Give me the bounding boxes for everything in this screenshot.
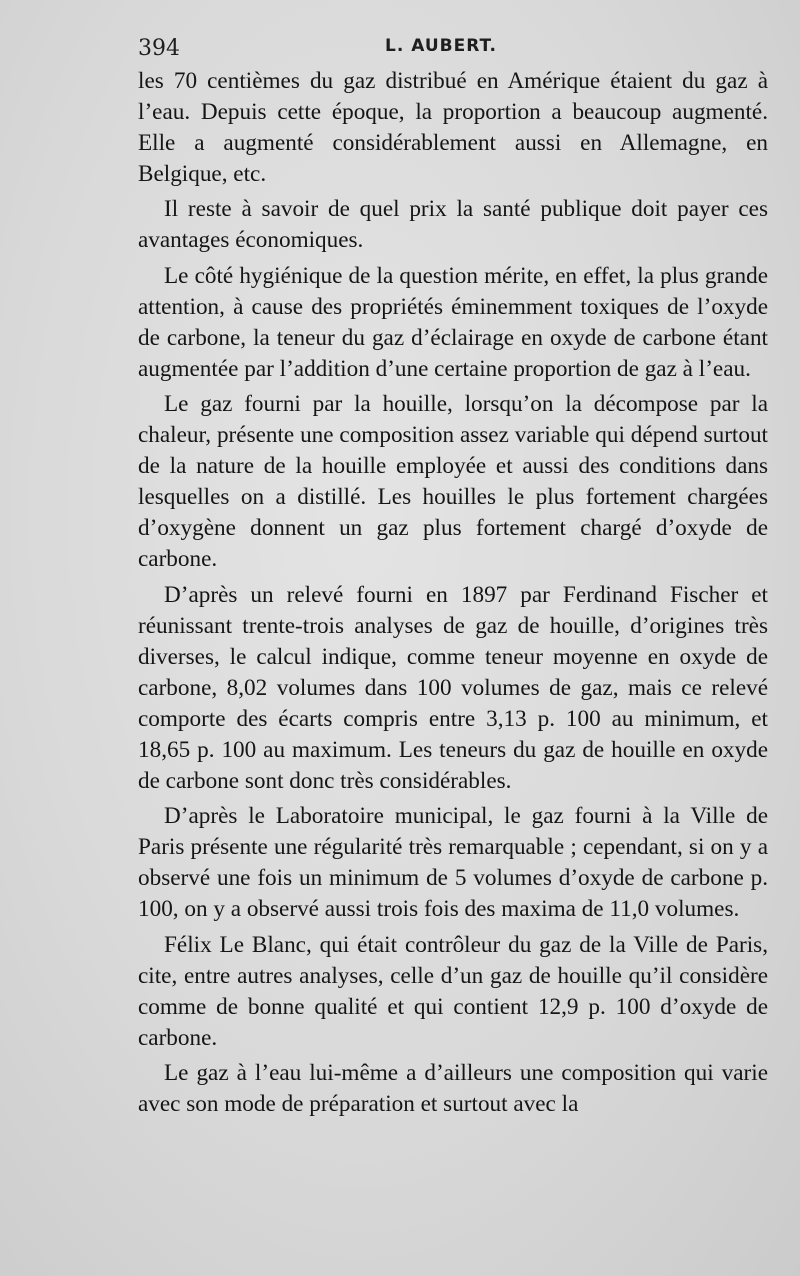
paragraph-2: Il reste à savoir de quel prix la santé publique doit payer ces avantages économiques.: [138, 196, 768, 254]
paragraph-7: Félix Le Blanc, qui était contrôleur du gaz de la Ville de Paris, cite, entre autres analyses, celle d’un gaz de houille qu’il considère comme de bonne qualité et qui contient 12,9 p. 100 d’oxyde de carbone.: [138, 931, 768, 1051]
paragraph-6: D’après le Laboratoire municipal, le gaz fourni à la Ville de Paris présente une régularité très remarquable ; cependant, si on y a observé une fois un minimum de 5 volumes d’oxyde de carbone p. 100, on y a observé aussi trois fois des maxima de 11,0 volumes.: [138, 803, 768, 923]
paragraph-1: les 70 centièmes du gaz distribué en Amérique étaient du gaz à l’eau. Depuis cette époque, la proportion a beaucoup augmenté. Elle a augmenté considérablement aussi en Allemagne, en Belgique, etc.: [138, 68, 768, 188]
paragraph-3: Le côté hygiénique de la question mérite, en effet, la plus grande attention, à cause des propriétés éminemment toxiques de l’oxyde de carbone, la teneur du gaz d’éclairage en oxyde de carbone étant augmentée par l’addition d’une certaine proportion de gaz à l’eau.: [138, 262, 768, 382]
paragraph-8: Le gaz à l’eau lui-même a d’ailleurs une composition qui varie avec son mode de préparation et surtout avec la: [138, 1059, 768, 1117]
page-number: 394: [138, 36, 180, 61]
paragraph-4: Le gaz fourni par la houille, lorsqu’on la décompose par la chaleur, présente une composition assez variable qui dépend surtout de la nature de la houille employée et aussi des conditions dans lesquelles on a distillé. Les houilles le plus fortement chargées d’oxygène donnent un gaz plus fortement chargé d’oxyde de carbone.: [138, 390, 768, 573]
body-text: [138, 66, 768, 1120]
paragraph-5: D’après un relevé fourni en 1897 par Ferdinand Fischer et réunissant trente-trois analyses de gaz de houille, d’origines très diverses, le calcul indique, comme teneur moyenne en oxyde de carbone, 8,02 volumes dans 100 volumes de gaz, mais ce relevé comporte des écarts compris entre 3,13 p. 100 au minimum, et 18,65 p. 100 au maximum. Les teneurs du gaz de houille en oxyde de carbone sont donc très considérables.: [138, 581, 768, 795]
running-title: L. AUBERT.: [385, 36, 498, 56]
